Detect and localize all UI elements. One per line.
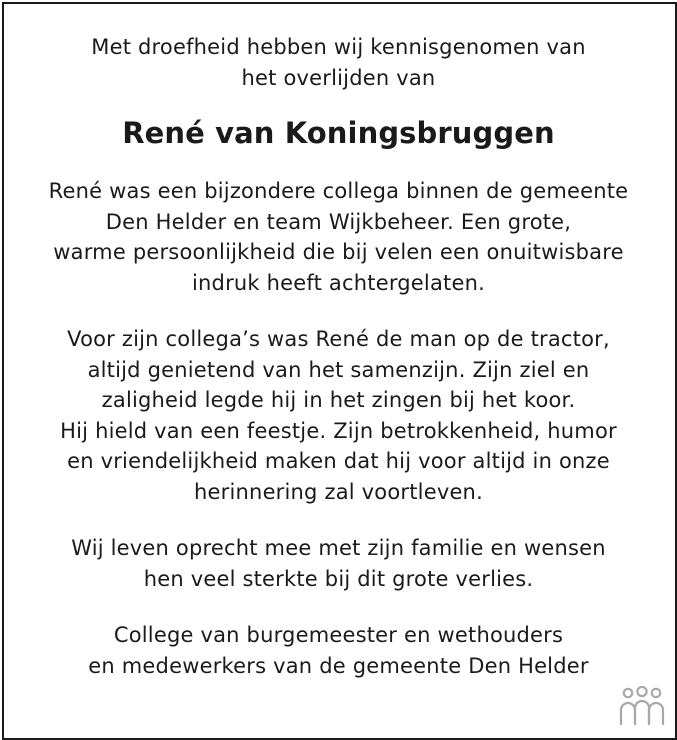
signature-line: College van burgemeester en wethouders <box>113 623 564 647</box>
tribute-paragraph-2 <box>0 324 677 507</box>
announcement-content <box>0 32 677 681</box>
text-line: Wij leven oprecht mee met zijn familie en wensen <box>71 536 606 560</box>
intro-line: het overlijden van <box>241 66 436 90</box>
people-group-icon <box>618 686 666 728</box>
text-line: hen veel sterkte bij dit grote verlies. <box>143 566 534 591</box>
intro-text <box>0 32 677 94</box>
text-line: warme persoonlijkheid die bij velen een onuitwisbare <box>53 240 624 264</box>
text-line: herinnering zal voortleven. <box>194 479 483 504</box>
text-line: Den Helder en team Wijkbeheer. Een grote, <box>105 209 572 234</box>
text-line: indruk heeft achtergelaten. <box>192 270 485 295</box>
tribute-paragraph-1 <box>0 176 677 298</box>
intro-line: Met droefheid hebben wij kennisgenomen van <box>91 35 586 59</box>
text-line: Voor zijn collega’s was René de man op de tractor, <box>67 327 610 351</box>
text-line: zaligheid legde hij in het zingen bij het koor. <box>101 388 576 412</box>
signature-block <box>0 620 677 681</box>
text-line: René was een bijzondere collega binnen de gemeente <box>48 179 629 203</box>
text-line: en vriendelijkheid maken dat hij voor altijd in onze <box>67 449 610 473</box>
text-line: Hij hield van een feestje. Zijn betrokkenheid, humor <box>60 418 617 443</box>
signature-line: en medewerkers van de gemeente Den Helder <box>88 653 589 678</box>
condolence-paragraph <box>0 533 677 594</box>
text-line: altijd genietend van het samenzijn. Zijn ziel en <box>87 357 590 382</box>
deceased-name: René van Koningsbruggen <box>122 116 555 150</box>
